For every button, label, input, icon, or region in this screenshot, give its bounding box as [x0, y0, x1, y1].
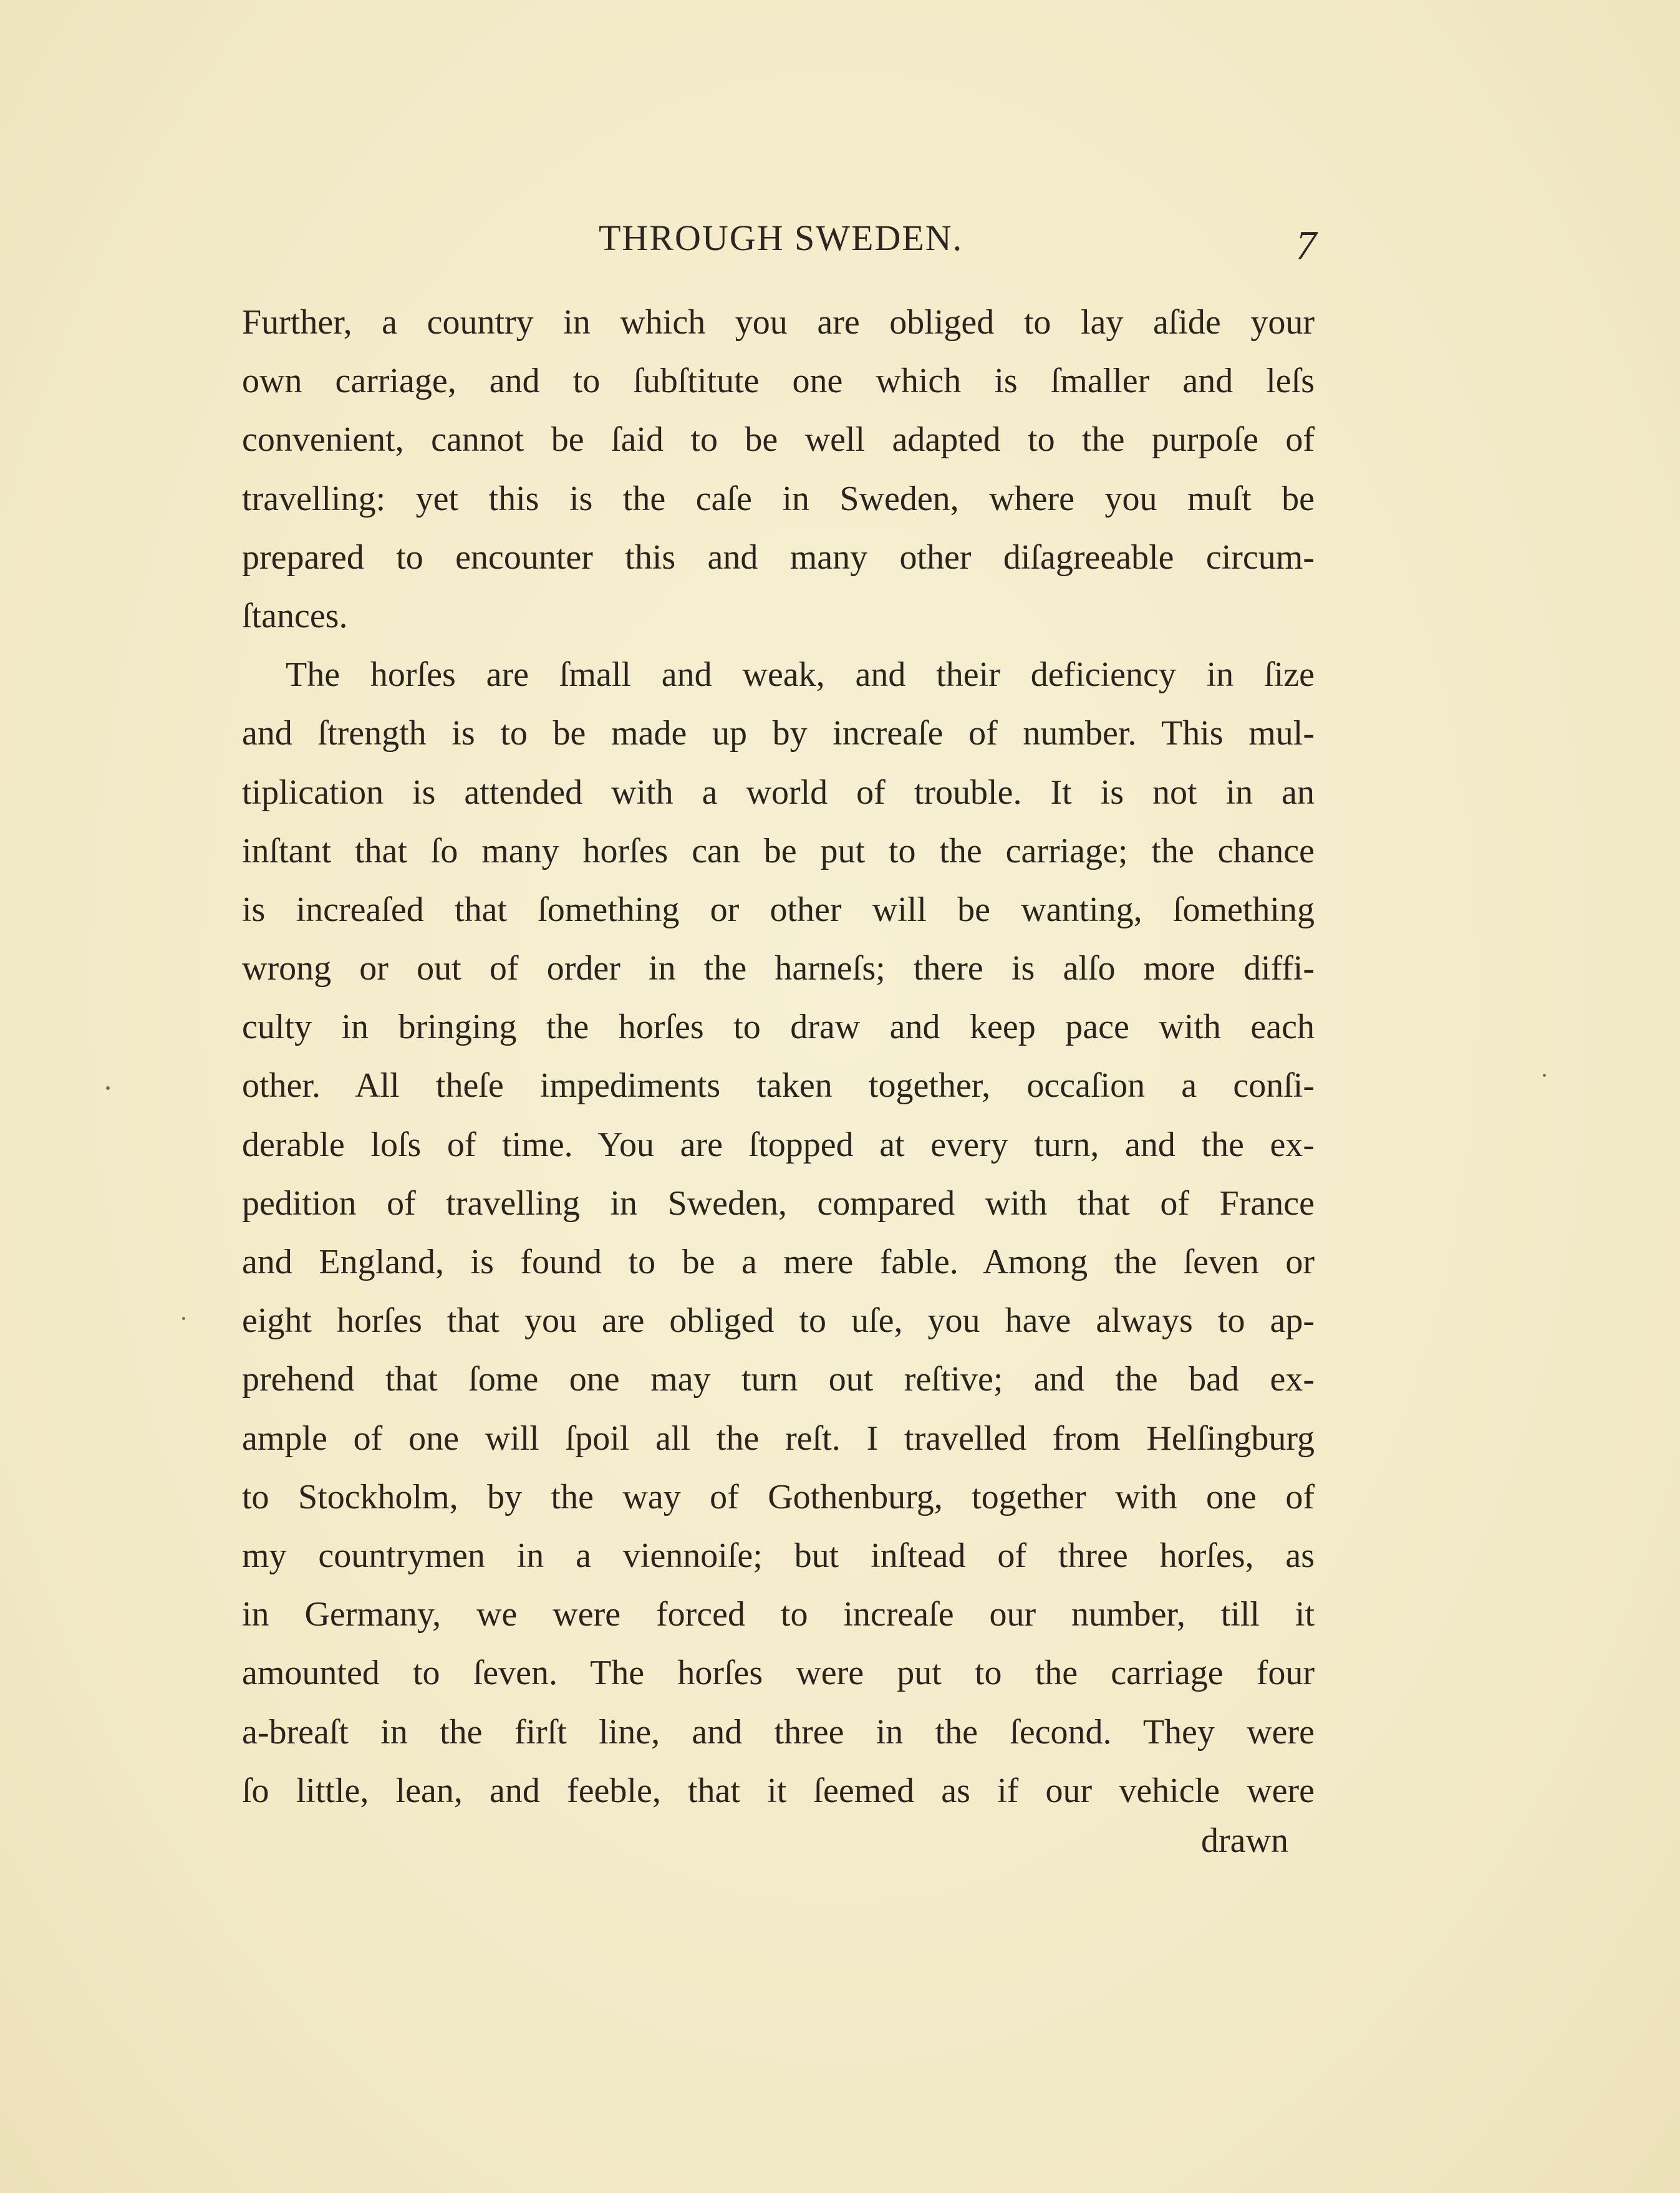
text-line: inſtant that ſo many horſes can be put to the carriage; the chance [242, 831, 1315, 870]
text-line: pedition of travelling in Sweden, compared with that of France [242, 1183, 1315, 1223]
text-line: ample of one will ſpoil all the reſt. I travelled from Helſingburg [242, 1419, 1315, 1458]
text-line: eight horſes that you are obliged to uſe, you have always to ap- [242, 1301, 1315, 1341]
text-line: derable loſs of time. You are ſtopped at every turn, and the ex- [242, 1125, 1315, 1164]
text-line: Further, a country in which you are obliged to lay aſide your [242, 303, 1315, 342]
text-line: and ſtrength is to be made up by increaſe of number. This mul- [242, 714, 1315, 753]
catchword: drawn [1201, 1821, 1288, 1860]
text-line: tiplication is attended with a world of trouble. It is not in an [242, 773, 1315, 812]
text-line: convenient, cannot be ſaid to be well adapted to the purpoſe of [242, 420, 1315, 460]
text-line: is increaſed that ſomething or other will be wanting, ſomething [242, 890, 1315, 929]
text-line: a-breaſt in the firſt line, and three in the ſecond. They were [242, 1712, 1315, 1752]
text-line: to Stockholm, by the way of Gothenburg, together with one of [242, 1477, 1315, 1516]
body-text [242, 293, 1315, 1820]
text-line: culty in bringing the horſes to draw and keep pace with each [242, 1008, 1315, 1047]
text-line: wrong or out of order in the harneſs; there is alſo more diffi- [242, 949, 1315, 988]
text-line: amounted to ſeven. The horſes were put to the carriage four [242, 1654, 1315, 1693]
text-line: my countrymen in a viennoiſe; but inſtead of three horſes, as [242, 1536, 1315, 1575]
text-line: and England, is found to be a mere fable. Among the ſeven or [242, 1243, 1315, 1281]
text-line: ſtances. [242, 596, 348, 635]
text-line: own carriage, and to ſubſtitute one which is ſmaller and leſs [242, 362, 1315, 401]
page-number: 7 [1296, 223, 1318, 268]
paper-speck [1543, 1074, 1546, 1077]
text-line: travelling: yet this is the caſe in Sweden, where you muſt be [242, 479, 1315, 518]
text-line: prepared to encounter this and many other diſagreeable circum- [242, 537, 1315, 577]
text-line: other. All theſe impediments taken together, occaſion a conſi- [242, 1066, 1315, 1106]
text-line: prehend that ſome one may turn out reſtive; and the bad ex- [242, 1360, 1315, 1399]
paper-speck [106, 1086, 110, 1090]
running-head-title: THROUGH SWEDEN. [599, 218, 963, 258]
text-line: ſo little, lean, and feeble, that it ſeemed as if our vehicle were [242, 1771, 1315, 1810]
paper-speck [182, 1317, 185, 1320]
text-line: The horſes are ſmall and weak, and their deficiency in ſize [286, 655, 1315, 695]
text-line: in Germany, we were forced to increaſe our number, till it [242, 1595, 1315, 1634]
